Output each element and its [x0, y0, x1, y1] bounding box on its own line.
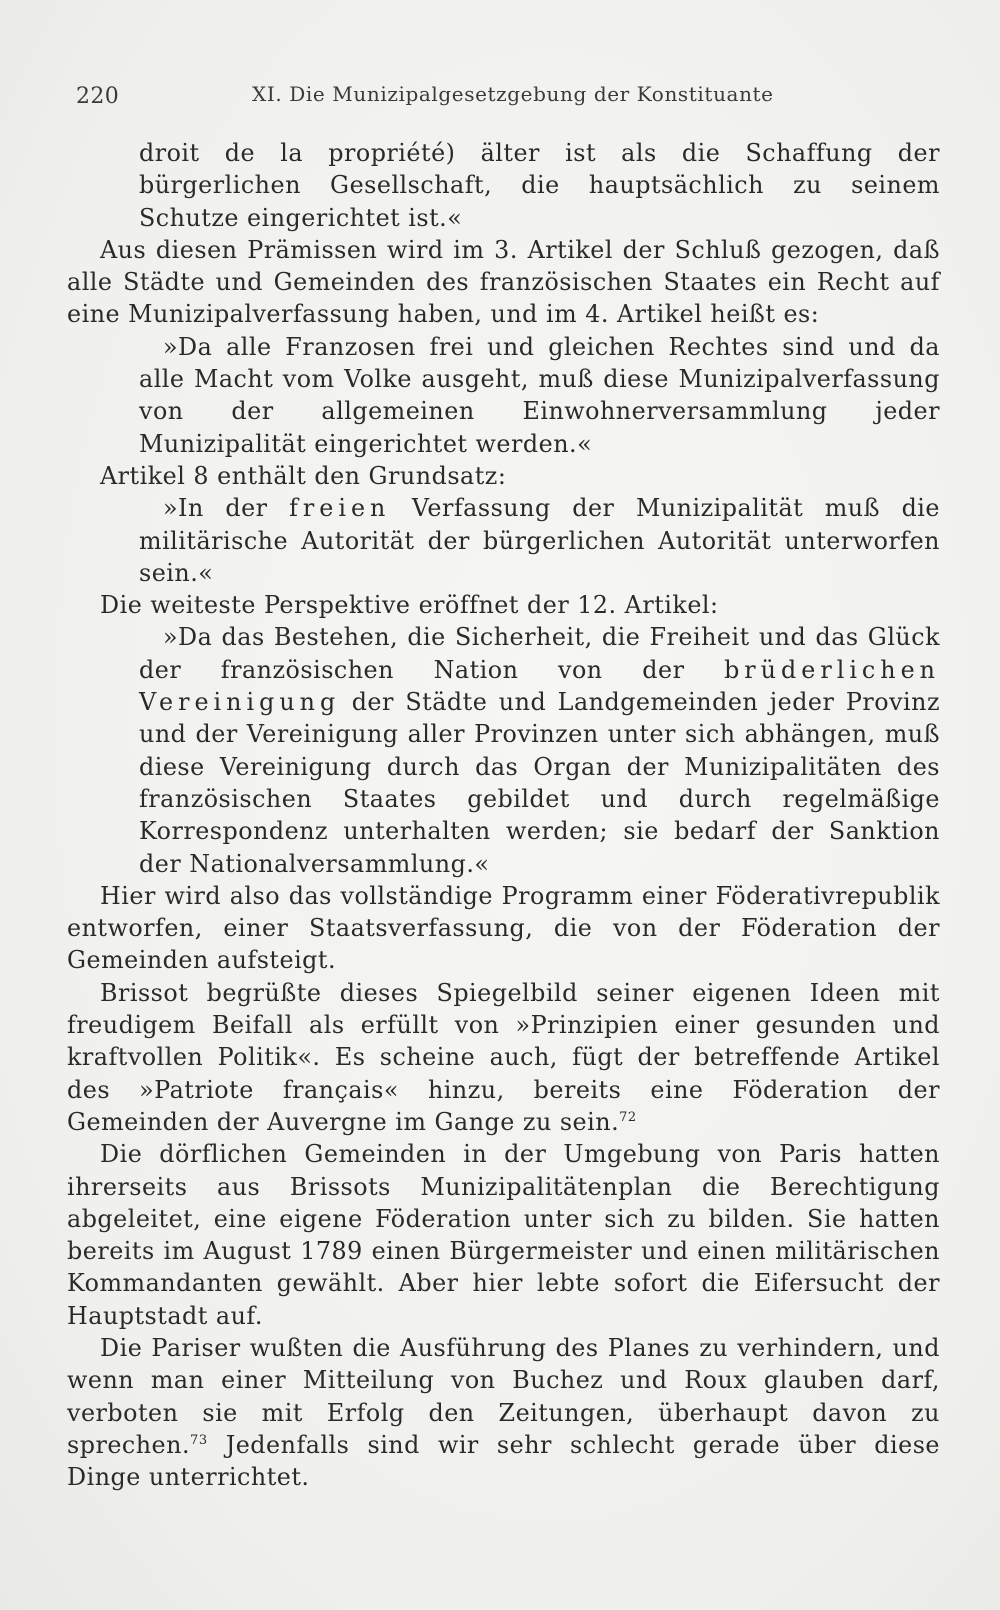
emphasis-spaced: brüderlichen Vereinigung [139, 655, 940, 717]
quotation: »Da alle Franzosen frei und gleichen Rechtes sind und da alle Macht vom Volke ausgeht, muß diese Munizipalverfassung von der allgemeinen Einwohnerversammlung jeder Munizipalität eingerichtet werden.« [139, 332, 940, 458]
quotation [67, 621, 940, 879]
paragraph-text: Die Pariser wußten die Ausführung des Planes zu verhindern, und wenn man einer Mitteilung von Buchez und Roux glauben darf, verboten sie mit Erfolg den Zeitungen, überhaupt davon zu sprechen. [67, 1333, 940, 1459]
quotation [67, 492, 940, 589]
paragraph [67, 977, 940, 1138]
paragraph: Die weiteste Perspektive eröffnet der 12. Artikel: [100, 591, 719, 620]
paragraph-text: Brissot begrüßte dieses Spiegelbild seiner eigenen Ideen mit freudigem Beifall als erfüllt von »Prinzipien einer gesunden und kraftvollen Politik«. Es scheine auch, fügt der betreffende Artikel des »Patriote français« hinzu, bereits eine Föderation der Gemeinden der Auvergne im Gange zu sein. [67, 978, 940, 1136]
quote-text: »Da das Bestehen, die Sicherheit, die Freiheit und das Glück der französischen Nation von der [139, 623, 940, 684]
emphasis-spaced: freien [289, 494, 391, 523]
body-text [67, 137, 940, 1493]
footnote-ref[interactable]: 72 [619, 1109, 637, 1125]
paragraph: Artikel 8 enthält den Grundsatz: [100, 461, 507, 490]
page-number: 220 [76, 84, 120, 109]
paragraph: Aus diesen Prämissen wird im 3. Artikel der Schluß gezogen, daß alle Städte und Gemeinden des französischen Staates ein Recht auf eine Munizipalverfassung haben, und im 4. Artikel heißt es: [67, 235, 940, 329]
quote-text: »In der [163, 494, 290, 523]
paragraph [67, 1332, 940, 1493]
quote-text: der Städte und Landgemeinden jeder Provinz und der Vereinigung aller Provinzen unter sich abhängen, muß diese Vereinigung durch das Organ der Munizipalitäten des französischen Staates gebildet und durch regelmäßige Korrespondenz unterhalten werden; sie bedarf der Sanktion der Nationalversammlung.« [139, 688, 940, 878]
paragraph-text: Jedenfalls sind wir sehr schlecht gerade über diese Dinge unterrichtet. [67, 1430, 940, 1492]
paragraph-continuation: droit de la propriété) älter ist als die Schaffung der bürgerlichen Gesellschaft, die hauptsächlich zu seinem Schutze eingerichtet ist.« [139, 139, 940, 232]
paragraph: Hier wird also das vollständige Programm einer Föderativrepublik entworfen, einer Staatsverfassung, die von der Föderation der Gemeinden aufsteigt. [67, 881, 940, 975]
paragraph: Die dörflichen Gemeinden in der Umgebung von Paris hatten ihrerseits aus Brissots Munizipalitätenplan die Berechtigung abgeleitet, eine eigene Föderation unter sich zu bilden. Sie hatten bereits im August 1789 einen Bürgermeister und einen militärischen Kommandanten gewählt. Aber hier lebte sofort die Eifersucht der Hauptstadt auf. [67, 1140, 940, 1330]
footnote-ref[interactable]: 73 [190, 1432, 208, 1448]
quote-text: Verfassung der Munizipalität muß die militärische Autorität der bürgerlichen Autorität unterworfen sein.« [139, 494, 940, 587]
chapter-title: XI. Die Munizipalgesetzgebung der Konstituante [252, 82, 774, 106]
